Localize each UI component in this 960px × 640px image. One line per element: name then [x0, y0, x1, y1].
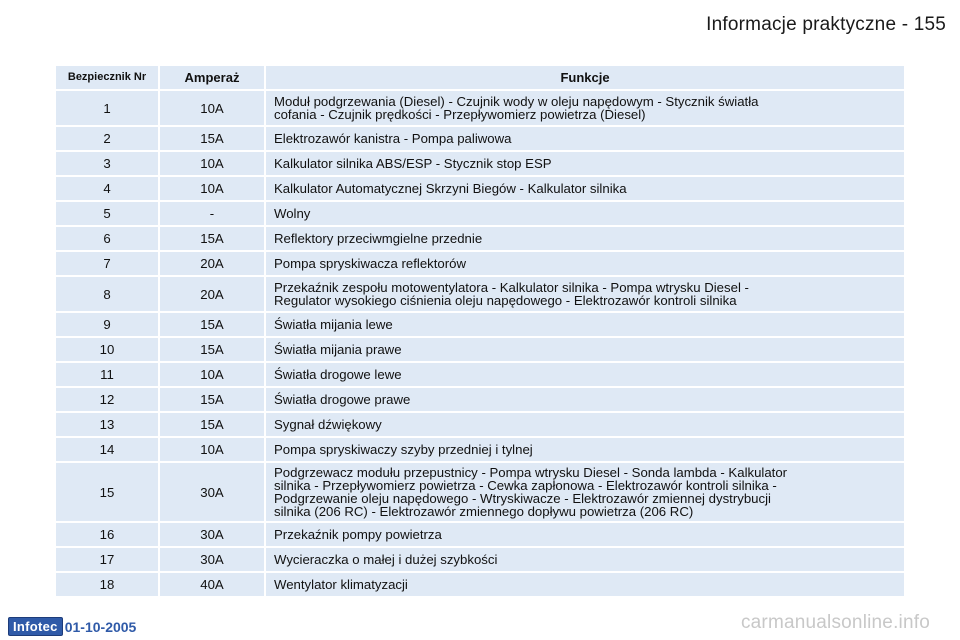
table-header-row [56, 66, 904, 89]
fuse-number: 6 [56, 227, 158, 250]
fuse-number: 5 [56, 202, 158, 225]
fuse-number: 1 [56, 91, 158, 125]
table-row [56, 438, 904, 461]
function-line: Przekaźnik pompy powietrza [274, 527, 442, 542]
table-row [56, 573, 904, 596]
fuse-amperage: 15A [160, 313, 264, 336]
function-line: Moduł podgrzewania (Diesel) - Czujnik wody w oleju napędowym - Stycznik światła [274, 94, 759, 109]
fuse-amperage: 15A [160, 127, 264, 150]
fuse-functions [266, 548, 904, 571]
function-line: Pompa spryskiwacza reflektorów [274, 256, 467, 271]
fuse-functions [266, 127, 904, 150]
fuse-number: 4 [56, 177, 158, 200]
table-row [56, 523, 904, 546]
function-line: Sygnał dźwiękowy [274, 417, 382, 432]
fuse-number: 11 [56, 363, 158, 386]
fuse-amperage: 15A [160, 388, 264, 411]
fuse-functions [266, 227, 904, 250]
edition-date: 01-10-2005 [64, 618, 137, 635]
function-line: Przekaźnik zespołu motowentylatora - Kalkulator silnika - Pompa wtrysku Diesel - [274, 280, 749, 295]
fuse-number: 7 [56, 252, 158, 275]
table-row [56, 277, 904, 311]
fuse-functions [266, 202, 904, 225]
function-line: silnika (206 RC) - Elektrozawór zmiennego dopływu powietrza (206 RC) [274, 504, 694, 519]
function-line: Światła drogowe prawe [274, 392, 411, 407]
fuse-amperage: 40A [160, 573, 264, 596]
fuse-amperage: 20A [160, 277, 264, 311]
function-line: Podgrzewacz modułu przepustnicy - Pompa wtrysku Diesel - Sonda lambda - Kalkulator [274, 465, 788, 480]
table-row [56, 463, 904, 521]
table-row [56, 363, 904, 386]
function-line: Pompa spryskiwaczy szyby przedniej i tylnej [274, 442, 533, 457]
fuse-functions [266, 413, 904, 436]
table-row [56, 202, 904, 225]
fuse-functions [266, 177, 904, 200]
function-line: Regulator wysokiego ciśnienia oleju napędowego - Elektrozawór kontroli silnika [274, 293, 737, 308]
fuse-table [56, 66, 904, 598]
fuse-functions [266, 91, 904, 125]
function-line: Światła drogowe lewe [274, 367, 402, 382]
fuse-functions [266, 438, 904, 461]
fuse-number: 13 [56, 413, 158, 436]
fuse-functions [266, 388, 904, 411]
table-row [56, 548, 904, 571]
table-row [56, 152, 904, 175]
column-header-functions: Funkcje [266, 66, 904, 89]
fuse-number: 10 [56, 338, 158, 361]
fuse-number: 9 [56, 313, 158, 336]
fuse-number: 3 [56, 152, 158, 175]
fuse-number: 17 [56, 548, 158, 571]
site-watermark: carmanualsonline.info [740, 612, 930, 633]
function-line: Wycieraczka o małej i dużej szybkości [274, 552, 498, 567]
fuse-amperage: 10A [160, 91, 264, 125]
table-row [56, 338, 904, 361]
fuse-number: 18 [56, 573, 158, 596]
function-line: Światła mijania lewe [274, 317, 393, 332]
fuse-amperage: 20A [160, 252, 264, 275]
column-header-amperage: Amperaż [160, 66, 264, 89]
fuse-number: 12 [56, 388, 158, 411]
infotec-logo: Infotec [8, 617, 63, 636]
fuse-functions [266, 313, 904, 336]
table-row [56, 413, 904, 436]
function-line: Kalkulator Automatycznej Skrzyni Biegów - Kalkulator silnika [274, 181, 627, 196]
fuse-functions [266, 252, 904, 275]
fuse-number: 16 [56, 523, 158, 546]
function-line: Wentylator klimatyzacji [274, 577, 408, 592]
function-line: Wolny [274, 206, 311, 221]
fuse-functions [266, 363, 904, 386]
function-line: Kalkulator silnika ABS/ESP - Stycznik stop ESP [274, 156, 552, 171]
fuse-amperage: 10A [160, 363, 264, 386]
page-title: Informacje praktyczne - 155 [706, 14, 946, 35]
table-row [56, 127, 904, 150]
table-row [56, 313, 904, 336]
table-row [56, 252, 904, 275]
fuse-functions [266, 338, 904, 361]
fuse-number: 8 [56, 277, 158, 311]
fuse-amperage: 15A [160, 338, 264, 361]
fuse-amperage: 30A [160, 548, 264, 571]
function-line: silnika - Przepływomierz powietrza - Cewka zapłonowa - Elektrozawór kontroli silnika - [274, 478, 777, 493]
function-line: Reflektory przeciwmgielne przednie [274, 231, 483, 246]
fuse-amperage: 10A [160, 152, 264, 175]
function-line: Światła mijania prawe [274, 342, 402, 357]
table-row [56, 177, 904, 200]
table-row [56, 91, 904, 125]
table-row [56, 388, 904, 411]
footer-brand [8, 617, 136, 636]
fuse-amperage: 30A [160, 463, 264, 521]
column-header-fuse-number: Bezpiecznik Nr [56, 66, 158, 89]
fuse-functions [266, 573, 904, 596]
function-line: Elektrozawór kanistra - Pompa paliwowa [274, 131, 512, 146]
fuse-amperage: - [160, 202, 264, 225]
fuse-functions [266, 463, 904, 521]
fuse-amperage: 30A [160, 523, 264, 546]
fuse-amperage: 10A [160, 438, 264, 461]
fuse-functions [266, 277, 904, 311]
fuse-number: 14 [56, 438, 158, 461]
fuse-functions [266, 523, 904, 546]
table-row [56, 227, 904, 250]
fuse-number: 2 [56, 127, 158, 150]
fuse-number: 15 [56, 463, 158, 521]
fuse-amperage: 15A [160, 227, 264, 250]
fuse-amperage: 10A [160, 177, 264, 200]
function-line: Podgrzewanie oleju napędowego - Wtryskiwacze - Elektrozawór zmiennej dystrybucji [274, 491, 771, 506]
fuse-functions [266, 152, 904, 175]
function-line: cofania - Czujnik prędkości - Przepływomierz powietrza (Diesel) [274, 107, 646, 122]
fuse-amperage: 15A [160, 413, 264, 436]
